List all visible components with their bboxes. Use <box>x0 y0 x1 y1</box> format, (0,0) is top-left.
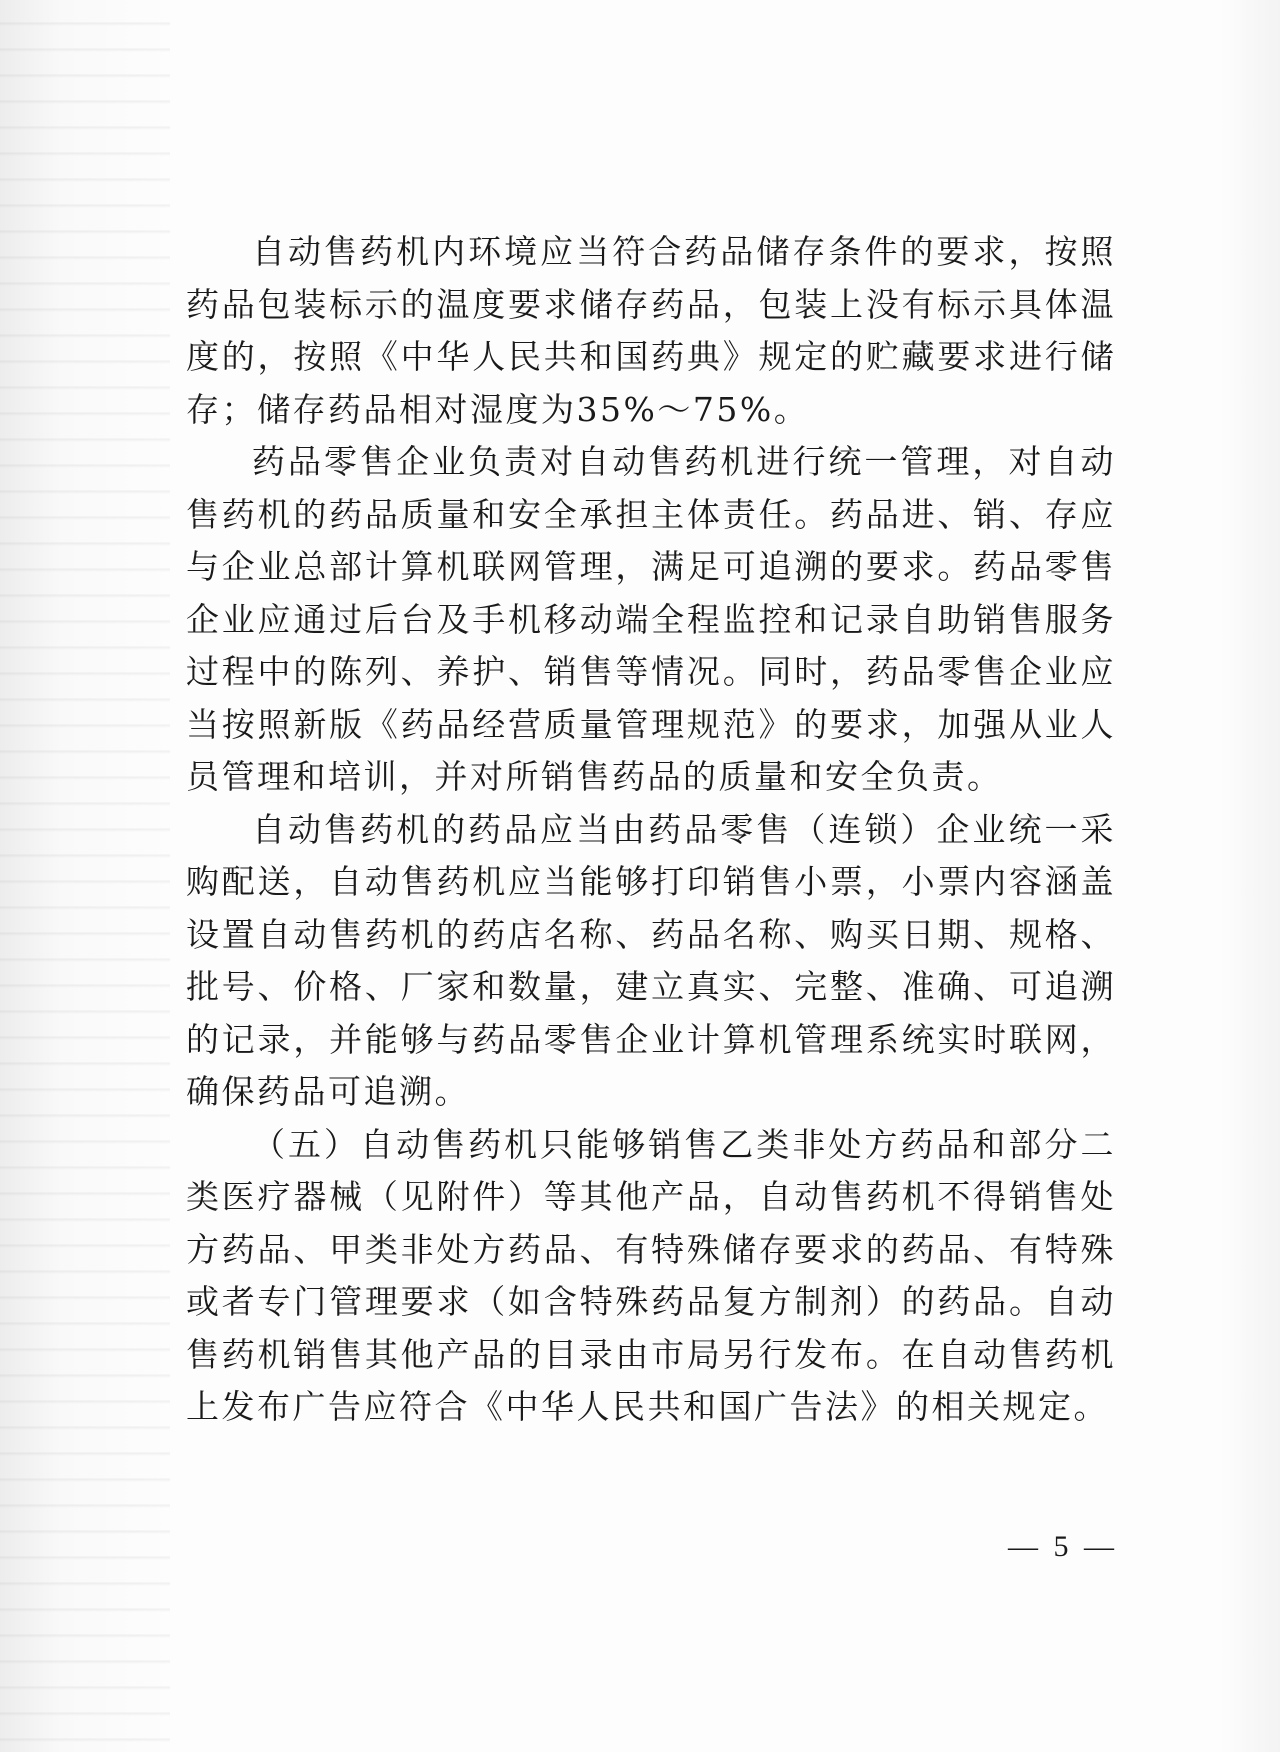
scan-edge-noise-right <box>1220 0 1280 1752</box>
page-number: — 5 — <box>1008 1530 1118 1563</box>
paragraph-management-responsibility: 药品零售企业负责对自动售药机进行统一管理，对自动售药机的药品质量和安全承担主体责任。药品进、销、存应与企业总部计算机联网管理，满足可追溯的要求。药品零售企业应通过后台及手机移动端全程监控和记录自助销售服务过程中的陈列、养护、销售等情况。同时，药品零售企业应当按照新版《药品经营质量管理规范》的要求，加强从业人员管理和培训，并对所销售药品的质量和安全负责。 <box>186 442 1116 796</box>
paragraph-procurement-receipts: 自动售药机的药品应当由药品零售（连锁）企业统一采购配送，自动售药机应当能够打印销售小票，小票内容涵盖设置自动售药机的药店名称、药品名称、购买日期、规格、批号、价格、厂家和数量，建立真实、完整、准确、可追溯的记录，并能够与药品零售企业计算机管理系统实时联网，确保药品可追溯。 <box>186 809 1116 1111</box>
document-body <box>186 226 1116 1434</box>
paragraph-storage-conditions: 自动售药机内环境应当符合药品储存条件的要求，按照药品包装标示的温度要求储存药品，包装上没有标示具体温度的，按照《中华人民共和国药典》规定的贮藏要求进行储存；储存药品相对湿度为35%～75%。 <box>186 232 1116 429</box>
paragraph-sales-scope: （五）自动售药机只能够销售乙类非处方药品和部分二类医疗器械（见附件）等其他产品，自动售药机不得销售处方药品、甲类非处方药品、有特殊储存要求的药品、有特殊或者专门管理要求（如含特殊药品复方制剂）的药品。自动售药机销售其他产品的目录由市局另行发布。在自动售药机上发布广告应符合《中华人民共和国广告法》的相关规定。 <box>186 1124 1116 1426</box>
scan-edge-noise <box>0 0 170 1752</box>
